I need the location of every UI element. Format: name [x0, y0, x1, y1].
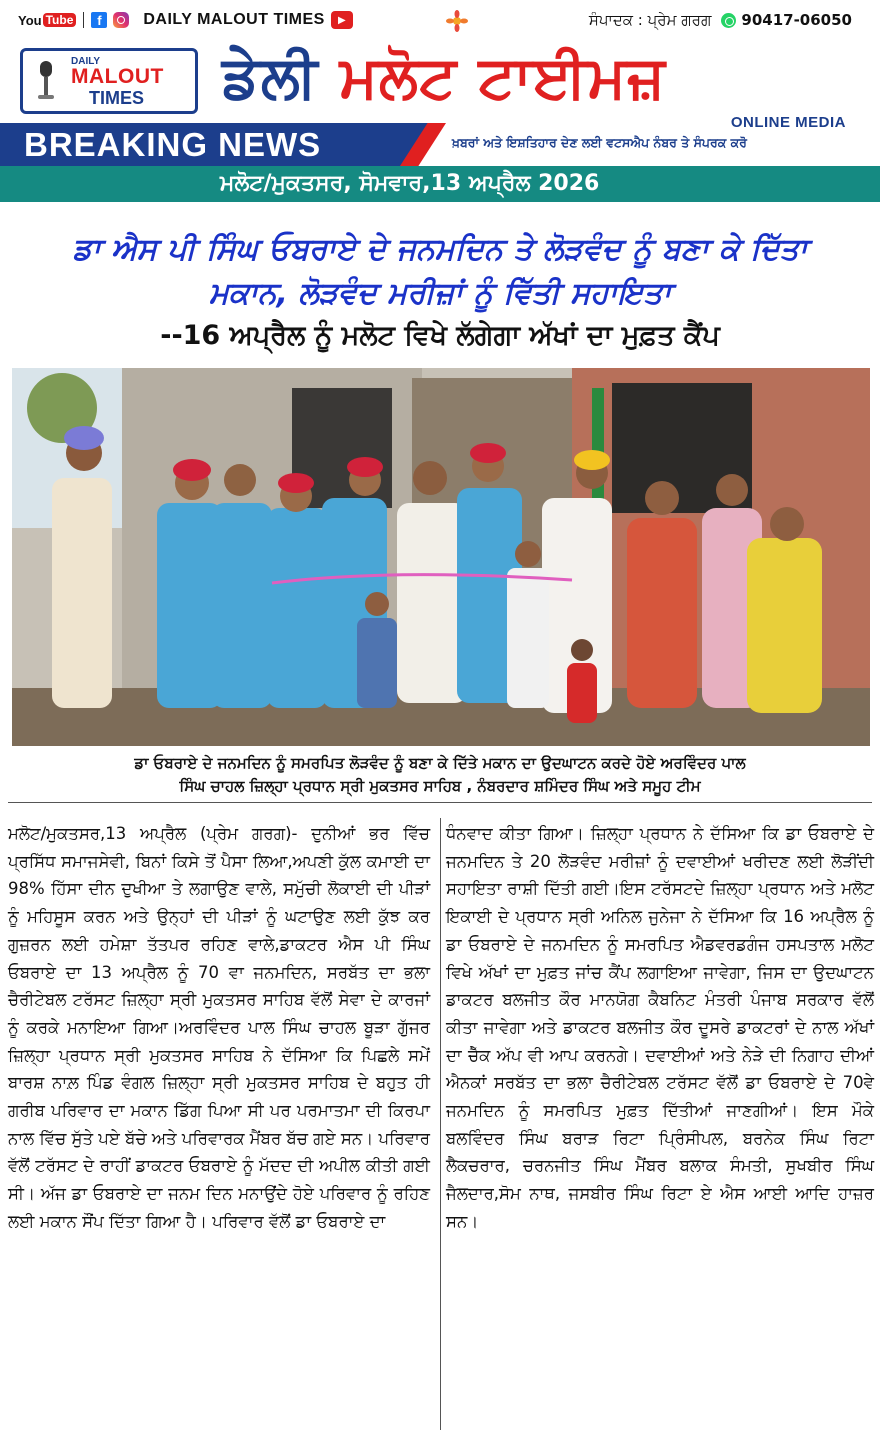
microphone-icon — [33, 61, 59, 101]
lotus-icon — [446, 10, 468, 32]
caption-line-1: ਡਾ ਓਬਰਾਏ ਦੇ ਜਨਮਦਿਨ ਨੂੰ ਸਮਰਪਿਤ ਲੋੜਵੰਦ ਨੂੰ ਬਣਾ ਕੇ ਦਿੱਤੇ ਮਕਾਨ ਦਾ ਉਦਘਾਟਨ ਕਰਦੇ ਹੋਏ ਅਰਵਿੰਦਰ ਪਾਲ — [134, 754, 746, 772]
instagram-icon[interactable] — [113, 12, 129, 28]
whatsapp-icon — [721, 13, 736, 28]
breaking-news-label: BREAKING NEWS — [24, 126, 322, 163]
dateline-bar — [0, 166, 880, 202]
headline — [0, 228, 880, 316]
masthead — [0, 40, 880, 131]
newspaper-logo[interactable] — [20, 48, 198, 114]
breaking-news-bar — [0, 123, 880, 166]
editor-contact — [589, 11, 852, 29]
online-media-label: ONLINE MEDIA — [730, 114, 846, 131]
title-part-malout-times: ਮਲੋਟ ਟਾਈਮਜ਼ — [339, 43, 666, 111]
channel-logo-icon: ▶ — [331, 11, 353, 29]
group-photo-illustration — [12, 368, 870, 746]
youtube-label: You — [18, 12, 42, 28]
section-divider — [8, 802, 872, 803]
headline-line-2: ਮਕਾਨ, ਲੋੜਵੰਦ ਮਰੀਜ਼ਾਂ ਨੂੰ ਵਿੱਤੀ ਸਹਾਇਤਾ — [208, 276, 672, 311]
newspaper-title — [222, 42, 666, 112]
divider — [83, 12, 84, 28]
editor-label: ਸੰਪਾਦਕ : ਪ੍ਰੇਮ ਗਰਗ — [588, 11, 712, 29]
photo-caption — [0, 752, 880, 798]
news-photo — [12, 368, 870, 746]
article-column-left: ਮਲੋਟ/ਮੁਕਤਸਰ,13 ਅਪ੍ਰੈਲ (ਪ੍ਰੇਮ ਗਰਗ)- ਦੁਨੀਆਂ ਭਰ ਵਿੱਚ ਪ੍ਰਸਿੱਧ ਸਮਾਜਸੇਵੀ, ਬਿਨਾਂ ਕਿਸੇ ਤੋਂ ਪੈਸਾ ਲਿਆ,ਅਪਣੀ ਕੁੱਲ ਕਮਾਈ ਦਾ 98% ਹਿੱਸਾ ਦੀਨ ਦੁਖੀਆ ਤੇ ਲਗਾਉਣ ਵਾਲੇ, ਸਮੁੱਚੀ ਲੋਕਾਈ ਦੀ ਪੀੜਾਂ ਨੂੰ ਮਹਿਸੂਸ ਕਰਨ ਅਤੇ ਉਨ੍ਹਾਂ ਦੀ ਪੀੜਾਂ ਨੂੰ ਘਟਾਉਣ ਲਈ ਕੁੱਝ ਕਰ ਗੁਜ਼ਰਨ ਲਈ ਹਮੇਸ਼ਾ ਤੱਤਪਰ ਰਹਿਣ ਵਾਲੇ,ਡਾਕਟਰ ਐਸ ਪੀ ਸਿੰਘ ਓਬਰਾਏ ਦਾ 13 ਅਪ੍ਰੈਲ ਨੂੰ 70 ਵਾ ਜਨਮਦਿਨ, ਸਰਬੱਤ ਦਾ ਭਲਾ ਚੈਰੀਟੇਬਲ ਟਰੱਸਟ ਜ਼ਿਲ੍ਹਾ ਸ੍ਰੀ ਮੁਕਤਸਰ ਸਾਹਿਬ ਵੱਲੋਂ ਸੇਵਾ ਦੇ ਕਾਰਜਾਂ ਨੂੰ ਕਰਕੇ ਮਨਾਇਆ ਗਿਆ।ਅਰਵਿੰਦਰ ਪਾਲ ਸਿੰਘ ਚਾਹਲ ਬੂੜਾ ਗੁੱਜਰ ਜ਼ਿਲ੍ਹਾ ਪ੍ਰਧਾਨ ਸ੍ਰੀ ਮੁਕਤਸਰ ਸਾਹਿਬ ਨੇ ਦੱਸਿਆ ਕਿ ਪਿਛਲੇ ਸਮੇਂ ਬਾਰਸ਼ ਨਾਲ਼ ਪਿੰਡ ਵੰਗਲ ਜ਼ਿਲ੍ਹਾ ਸ੍ਰੀ ਮੁਕਤਸਰ ਸਾਹਿਬ ਦੇ ਬਹੁਤ ਹੀ ਗਰੀਬ ਪਰਿਵਾਰ ਦਾ ਮਕਾਨ ਡਿੱਗ ਪਿਆ ਸੀ ਪਰ ਪਰਮਾਤਮਾ ਦੀ ਕਿਰਪਾ ਨਾਲ ਵਿੱਚ ਸੁੱਤੇ ਪਏ ਬੱਚੇ ਅਤੇ ਪਰਿਵਾਰਕ ਮੈਂਬਰ ਬੱਚ ਗਏ ਸਨ। ਪਰਿਵਾਰ ਵੱਲੋਂ ਟਰੱਸਟ ਦੇ ਰਾਹੀਂ ਡਾਕਟਰ ਓਬਰਾਏ ਨੂੰ ਮੱਦਦ ਦੀ ਅਪੀਲ ਕੀਤੀ ਗਈ ਸੀ। ਅੱਜ ਡਾ ਓਬਰਾਏ ਦਾ ਜਨਮ ਦਿਨ ਮਨਾਉਂਦੇ ਹੋਏ ਪਰਿਵਾਰ ਨੂੰ ਰਹਿਣ ਲਈ ਮਕਾਨ ਸੌਂਪ ਦਿੱਤਾ ਗਿਆ ਹੈ। ਪਰਿਵਾਰ ਵੱਲੋਂ ਡਾ ਓਬਰਾਏ ਦਾ — [8, 824, 430, 1231]
dateline: ਮਲੋਟ/ਮੁਕਤਸਰ, ਸੋਮਵਾਰ,13 ਅਪ੍ਰੈਲ 2026 — [220, 171, 600, 196]
logo-times-text: TIMES — [89, 88, 145, 108]
phone-number[interactable]: 90417-06050 — [741, 11, 852, 29]
title-part-daily: ਡੇਲੀ — [222, 43, 319, 111]
youtube-icon: Tube — [43, 13, 77, 27]
contact-note: ਖ਼ਬਰਾਂ ਅਤੇ ਇਸ਼ਤਿਹਾਰ ਦੇਣ ਲਈ ਵਟਸਐਪ ਨੰਬਰ ਤੇ ਸੰਪਰਕ ਕਰੋ — [452, 135, 747, 150]
brand-name: DAILY MALOUT TIMES — [143, 11, 325, 28]
article-column-right: ਧੰਨਵਾਦ ਕੀਤਾ ਗਿਆ। ਜ਼ਿਲ੍ਹਾ ਪ੍ਰਧਾਨ ਨੇ ਦੱਸਿਆ ਕਿ ਡਾ ਓਬਰਾਏ ਦੇ ਜਨਮਦਿਨ ਤੇ 20 ਲੋੜਵੰਦ ਮਰੀਜ਼ਾਂ ਨੂੰ ਦਵਾਈਆਂ ਖਰੀਦਣ ਲਈ ਲੋੜੀਂਦੀ ਸਹਾਇਤਾ ਰਾਸ਼ੀ ਦਿੱਤੀ ਗਈ।ਇਸ ਟਰੱਸਟਦੇ ਜ਼ਿਲ੍ਹਾ ਪ੍ਰਧਾਨ ਅਤੇ ਮਲੋਟ ਇਕਾਈ ਦੇ ਪ੍ਰਧਾਨ ਸ੍ਰੀ ਅਨਿਲ ਜੁਨੇਜਾ ਨੇ ਦੱਸਿਆ ਕਿ 16 ਅਪ੍ਰੈਲ ਨੂੰ ਡਾ ਓਬਰਾਏ ਦੇ ਜਨਮਦਿਨ ਨੂੰ ਸਮਰਪਿਤ ਐਡਵਰਡਗੰਜ ਹਸਪਤਾਲ ਮਲੋਟ ਵਿਖੇ ਅੱਖਾਂ ਦਾ ਮੁਫ਼ਤ ਜਾਂਚ ਕੈਂਪ ਲਗਾਇਆ ਜਾਵੇਗਾ, ਜਿਸ ਦਾ ਉਦਘਾਟਨ ਡਾਕਟਰ ਬਲਜੀਤ ਕੌਰ ਮਾਨਯੋਗ ਕੈਬਨਿਟ ਮੰਤਰੀ ਪੰਜਾਬ ਸਰਕਾਰ ਵੱਲੋਂ ਕੀਤਾ ਜਾਵੇਗਾ ਅਤੇ ਡਾਕਟਰ ਬਲਜੀਤ ਕੌਰ ਦੂਸਰੇ ਡਾਕਟਰਾਂ ਦੇ ਨਾਲ ਅੱਖਾਂ ਦਾ ਚੈੱਕ ਅੱਪ ਵੀ ਆਪ ਕਰਨਗੇ। ਦਵਾਈਆਂ ਅਤੇ ਨੇੜੇ ਦੀ ਨਿਗਾਹ ਦੀਆਂ ਐਨਕਾਂ ਸਰਬੱਤ ਦਾ ਭਲਾ ਚੈਰੀਟੇਬਲ ਟਰੱਸਟ ਵੱਲੋਂ ਡਾ ਓਬਰਾਏ ਦੇ 70ਵੇ ਜਨਮਦਿਨ ਨੂੰ ਸਮਰਪਿਤ ਮੁਫ਼ਤ ਦਿੱਤੀਆਂ ਜਾਣਗੀਆਂ। ਇਸ ਮੌਕੇ ਬਲਵਿੰਦਰ ਸਿੰਘ ਬਰਾੜ ਰਿਟਾ ਪ੍ਰਿੰਸੀਪਲ, ਬਰਨੇਕ ਸਿੰਘ ਰਿਟਾ ਲੈਕਚਰਾਰ, ਚਰਨਜੀਤ ਸਿੰਘ ਮੈਂਬਰ ਬਲਾਕ ਸੰਮਤੀ, ਸੁਖਬੀਰ ਸਿੰਘ ਜੈਲਦਾਰ,ਸੋਮ ਨਾਥ, ਜਸਬੀਰ ਸਿੰਘ ਰਿਟਾ ਏ ਐਸ ਆਈ ਆਦਿ ਹਾਜ਼ਰ ਸਨ। — [446, 824, 874, 1231]
facebook-icon[interactable]: f — [91, 12, 107, 28]
column-divider — [440, 818, 441, 1430]
youtube-link[interactable] — [18, 13, 76, 28]
logo-daily-text: DAILY — [71, 56, 101, 67]
logo-malout-text: MALOUT — [71, 65, 164, 88]
headline-line-1: ਡਾ ਐਸ ਪੀ ਸਿੰਘ ਓਬਰਾਏ ਦੇ ਜਨਮਦਿਨ ਤੇ ਲੋੜਵੰਦ ਨੂੰ ਬਣਾ ਕੇ ਦਿੱਤਾ — [72, 232, 808, 267]
subheadline: --16 ਅਪ੍ਰੈਲ ਨੂੰ ਮਲੋਟ ਵਿਖੇ ਲੱਗੇਗਾ ਅੱਖਾਂ ਦਾ ਮੁਫ਼ਤ ਕੈਂਪ — [160, 320, 720, 351]
caption-line-2: ਸਿੰਘ ਚਾਹਲ ਜ਼ਿਲ੍ਹਾ ਪ੍ਰਧਾਨ ਸ੍ਰੀ ਮੁਕਤਸਰ ਸਾਹਿਬ , ਨੰਬਰਦਾਰ ਸ਼ਮਿੰਦਰ ਸਿੰਘ ਅਤੇ ਸਮੂਹ ਟੀਮ — [179, 777, 701, 795]
